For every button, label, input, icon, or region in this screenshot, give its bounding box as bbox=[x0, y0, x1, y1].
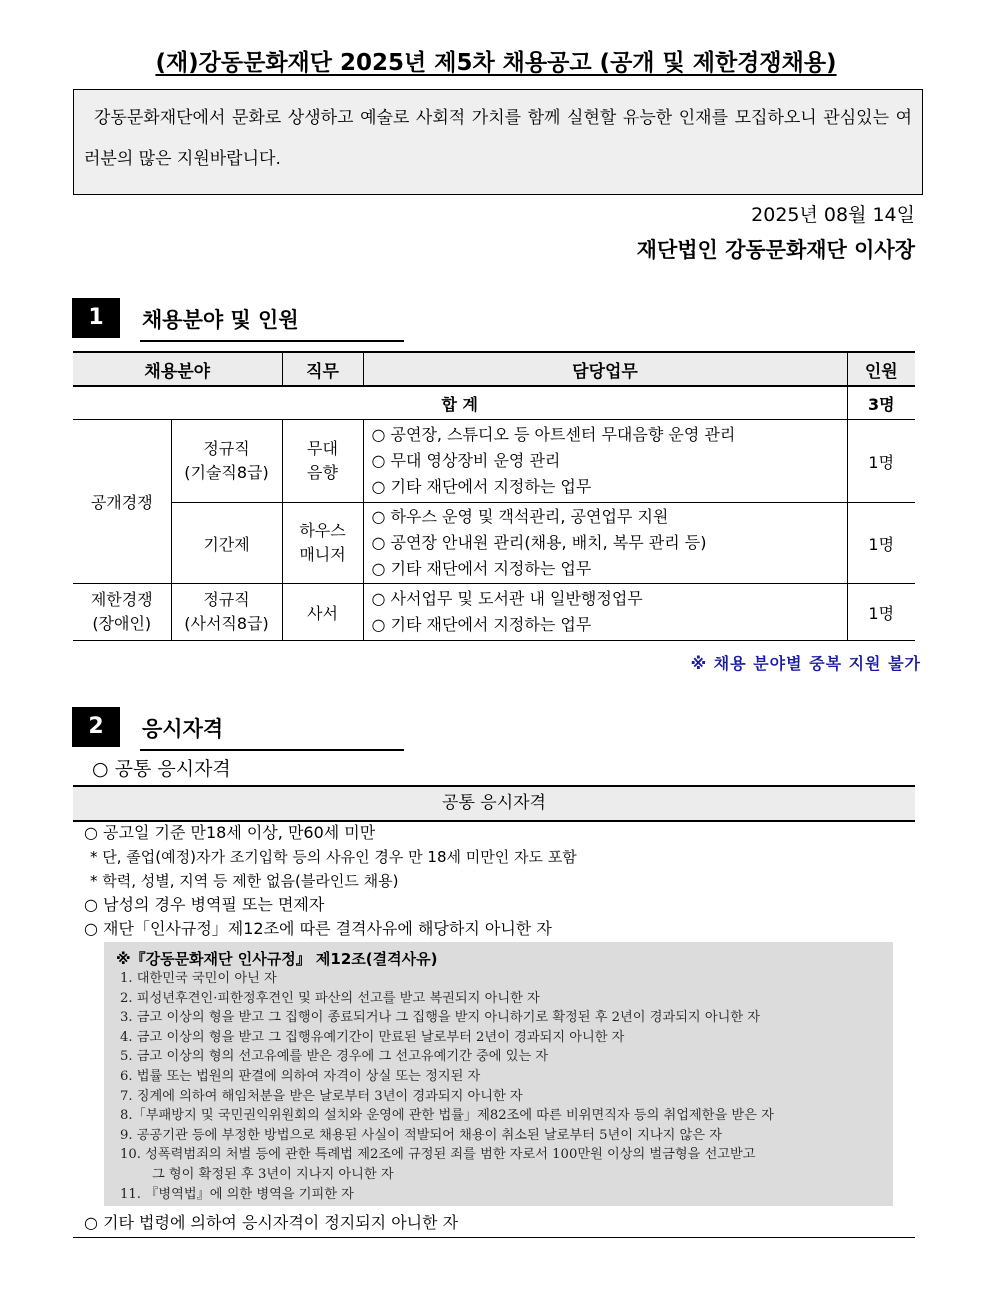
intro-box bbox=[73, 89, 923, 195]
section-1-title: 채용분야 및 인원 bbox=[140, 304, 404, 342]
announcement-date: 2025년 08월 14일 bbox=[751, 204, 915, 226]
duplicate-note: ※ 채용 분야별 중복 지원 불가 bbox=[690, 654, 921, 673]
section-2-title: 응시자격 bbox=[140, 713, 404, 751]
count-cell: 1명 bbox=[847, 420, 915, 503]
list-item: ○ 공고일 기준 만18세 이상, 만60세 미만 bbox=[84, 823, 376, 842]
duty-cell: ○ 사서업무 및 도서관 내 일반행정업무 ○ 기타 재단에서 지정하는 업무 bbox=[363, 584, 847, 641]
list-item: 4. 금고 이상의 형을 받고 그 집행유예기간이 만료된 날로부터 2년이 경과되지 아니한 자 bbox=[120, 1029, 625, 1045]
list-item: 그 형이 확정된 후 3년이 지나지 아니한 자 bbox=[152, 1166, 394, 1182]
list-item: * 단, 졸업(예정)자가 조기입학 등의 사유인 경우 만 18세 미만인 자도 포함 bbox=[90, 848, 577, 866]
recruitment-table bbox=[73, 351, 915, 641]
job-cell: 하우스 매니저 bbox=[282, 503, 363, 584]
list-item: 5. 금고 이상의 형의 선고유예를 받은 경우에 그 선고유예기간 중에 있는 자 bbox=[120, 1049, 549, 1065]
disqualification-title: ※『강동문화재단 인사규정』 제12조(결격사유) bbox=[116, 950, 438, 968]
common-qualification-subheading: ○ 공통 응시자격 bbox=[92, 758, 231, 780]
header-job: 직무 bbox=[282, 352, 363, 386]
document-title: (재)강동문화재단 2025년 제5차 채용공고 (공개 및 제한경쟁채용) bbox=[155, 50, 837, 76]
qualification-list bbox=[84, 821, 914, 941]
list-item: 8.「부패방지 및 국민권익위원회의 설치와 운영에 관한 법률」제82조에 따른 비위면직자 등의 취업제한을 받은 자 bbox=[120, 1108, 774, 1124]
disqualification-box bbox=[104, 942, 893, 1206]
list-item: 7. 징계에 의하여 해임처분을 받은 날로부터 3년이 경과되지 아니한 자 bbox=[120, 1088, 523, 1104]
count-cell: 1명 bbox=[847, 584, 915, 641]
last-qualification: ○ 기타 법령에 의하여 응시자격이 정지되지 아니한 자 bbox=[84, 1213, 459, 1232]
list-item: 11. 『병역법』에 의한 병역을 기피한 자 bbox=[120, 1186, 354, 1202]
total-count: 3명 bbox=[847, 386, 915, 420]
type-cell: 정규직 (기술직8급) bbox=[171, 420, 282, 503]
group-limited: 제한경쟁 (장애인) bbox=[73, 584, 171, 641]
job-cell: 사서 bbox=[282, 584, 363, 641]
total-label: 합 계 bbox=[73, 386, 847, 420]
section-1-number: 1 bbox=[72, 298, 120, 338]
qualification-table-header: 공통 응시자격 bbox=[73, 785, 915, 822]
group-open: 공개경쟁 bbox=[73, 420, 171, 584]
signer: 재단법인 강동문화재단 이사장 bbox=[636, 238, 915, 262]
list-item: 1. 대한민국 국민이 아닌 자 bbox=[120, 971, 277, 986]
count-cell: 1명 bbox=[847, 503, 915, 584]
list-item: 10. 성폭력범죄의 처벌 등에 관한 특례법 제2조에 규정된 죄를 범한 자로서 100만원 이상의 벌금형을 선고받고 bbox=[120, 1147, 756, 1163]
job-cell: 무대 음향 bbox=[282, 420, 363, 503]
list-item: ○ 남성의 경우 병역필 또는 면제자 bbox=[84, 895, 325, 914]
disqualification-list bbox=[120, 969, 890, 1204]
list-item: ○ 재단「인사규정」제12조에 따른 결격사유에 해당하지 아니한 자 bbox=[84, 919, 552, 938]
list-item: 6. 법률 또는 법원의 판결에 의하여 자격이 상실 또는 정지된 자 bbox=[120, 1068, 481, 1084]
bottom-divider bbox=[73, 1237, 915, 1238]
list-item: 3. 금고 이상의 형을 받고 그 집행이 종료되거나 그 집행을 받지 아니하기로 확정된 후 2년이 경과되지 아니한 자 bbox=[120, 1010, 761, 1026]
type-cell: 정규직 (사서직8급) bbox=[171, 584, 282, 641]
duty-cell: ○ 공연장, 스튜디오 등 아트센터 무대음향 운영 관리 ○ 무대 영상장비 운영 관리 ○ 기타 재단에서 지정하는 업무 bbox=[363, 420, 847, 503]
type-cell: 기간제 bbox=[171, 503, 282, 584]
section-2-number: 2 bbox=[72, 707, 120, 747]
header-field: 채용분야 bbox=[73, 352, 282, 386]
duty-cell: ○ 하우스 운영 및 객석관리, 공연업무 지원 ○ 공연장 안내원 관리(채용, 배치, 복무 관리 등) ○ 기타 재단에서 지정하는 업무 bbox=[363, 503, 847, 584]
header-duties: 담당업무 bbox=[363, 352, 847, 386]
header-count: 인원 bbox=[847, 352, 915, 386]
intro-text: 강동문화재단에서 문화로 상생하고 예술로 사회적 가치를 함께 실현할 유능한 인재를 모집하오니 관심있는 여러분의 많은 지원바랍니다. bbox=[84, 108, 912, 169]
list-item: * 학력, 성별, 지역 등 제한 없음(블라인드 채용) bbox=[90, 872, 399, 890]
list-item: 2. 피성년후견인·피한정후견인 및 파산의 선고를 받고 복권되지 아니한 자 bbox=[120, 990, 540, 1006]
list-item: 9. 공공기관 등에 부정한 방법으로 채용된 사실이 적발되어 채용이 취소된 날로부터 5년이 지나지 않은 자 bbox=[120, 1127, 722, 1143]
